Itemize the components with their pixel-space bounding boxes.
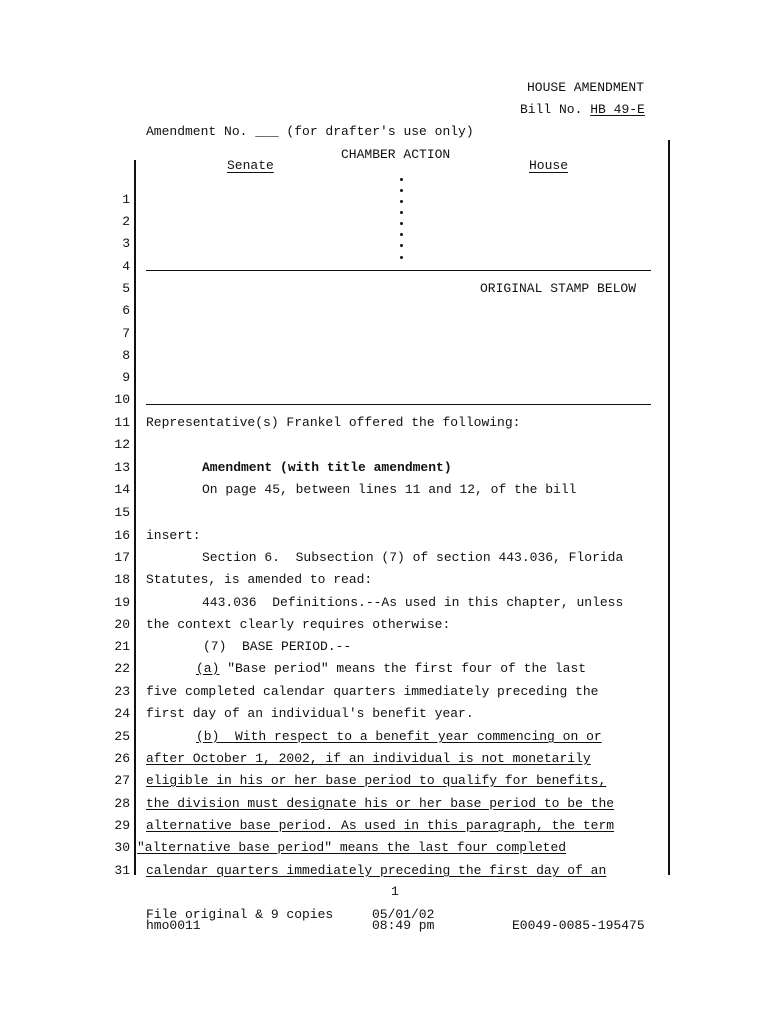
body-line: the context clearly requires otherwise:	[146, 617, 451, 632]
line-number: 29	[114, 818, 130, 833]
body-line: insert:	[146, 528, 201, 543]
line-number: 4	[122, 259, 130, 274]
offer-line: Representative(s) Frankel offered the following:	[146, 415, 521, 430]
line-number: 10	[114, 392, 130, 407]
senate-label: Senate	[227, 158, 274, 173]
line-number: 9	[122, 370, 130, 385]
inserted-text: (a)	[196, 661, 220, 676]
body-line: five completed calendar quarters immediately preceding the	[146, 684, 599, 699]
amendment-title: Amendment (with title amendment)	[202, 460, 452, 475]
chamber-action-label: CHAMBER ACTION	[341, 147, 451, 162]
line-number: 14	[114, 482, 130, 497]
amendment-number-line: Amendment No. ___ (for drafter's use only)	[146, 124, 474, 139]
bill-number-line	[520, 102, 645, 118]
body-line: Section 6. Subsection (7) of section 443.036, Florida	[202, 550, 624, 565]
house-label: House	[529, 158, 569, 173]
body-line: first day of an individual's benefit year.	[146, 706, 474, 721]
body-text: "Base period" means the first four of the last	[219, 661, 587, 676]
inserted-line: calendar quarters immediately preceding the first day of an	[146, 863, 607, 878]
page-number: 1	[391, 884, 399, 899]
line-number: 22	[114, 661, 130, 676]
body-line: On page 45, between lines 11 and 12, of the bill	[202, 482, 577, 497]
line-number: 13	[114, 460, 130, 475]
body-line: 443.036 Definitions.--As used in this chapter, unless	[202, 595, 624, 610]
line-number: 28	[114, 796, 130, 811]
inserted-line: alternative base period. As used in this paragraph, the term	[146, 818, 615, 833]
stamp-area-bottom-rule	[146, 404, 651, 405]
line-number: 5	[122, 281, 130, 296]
line-number: 16	[114, 528, 130, 543]
line-number: 7	[122, 326, 130, 341]
line-number: 15	[114, 505, 130, 520]
line-number: 21	[114, 639, 130, 654]
line-number: 12	[114, 437, 130, 452]
line-number: 30	[114, 840, 130, 855]
line-number: 26	[114, 751, 130, 766]
footer-time: 08:49 pm	[372, 918, 435, 933]
body-line: Statutes, is amended to read:	[146, 572, 373, 587]
line-number: 11	[114, 415, 130, 430]
body-line	[146, 661, 586, 677]
right-margin-rule	[668, 140, 670, 875]
line-number: 19	[114, 595, 130, 610]
line-number: 20	[114, 617, 130, 632]
original-stamp-label: ORIGINAL STAMP BELOW	[480, 281, 637, 296]
line-number: 25	[114, 729, 130, 744]
body-line: (7) BASE PERIOD.--	[203, 639, 352, 654]
line-number: 27	[114, 773, 130, 788]
line-number: 6	[122, 303, 130, 318]
inserted-line: after October 1, 2002, if an individual is not monetarily	[146, 751, 591, 766]
line-number: 8	[122, 348, 130, 363]
footer-date: 05/01/02	[372, 907, 435, 922]
line-number: 18	[114, 572, 130, 587]
inserted-line: the division must designate his or her base period to be the	[146, 796, 615, 811]
line-number: 2	[122, 214, 130, 229]
footer-copies: File original & 9 copies	[146, 907, 334, 922]
line-number: 1	[122, 192, 130, 207]
amendment-heading: HOUSE AMENDMENT	[527, 80, 645, 95]
stamp-area-top-rule	[146, 270, 651, 271]
footer-doc-id: E0049-0085-195475	[512, 918, 645, 933]
bill-number: HB 49-E	[590, 102, 645, 117]
line-number: 24	[114, 706, 130, 721]
inserted-line: "alternative base period" means the last four completed	[137, 840, 567, 855]
line-number: 23	[114, 684, 130, 699]
bill-prefix: Bill No.	[520, 102, 583, 117]
line-number: 17	[114, 550, 130, 565]
inserted-line: eligible in his or her base period to qualify for benefits,	[146, 773, 607, 788]
footer-code: hmo0011	[146, 918, 201, 933]
inserted-line: (b) With respect to a benefit year commencing on or	[196, 729, 602, 744]
line-number: 31	[114, 863, 130, 878]
left-margin-rule	[134, 160, 136, 875]
line-number: 3	[122, 236, 130, 251]
